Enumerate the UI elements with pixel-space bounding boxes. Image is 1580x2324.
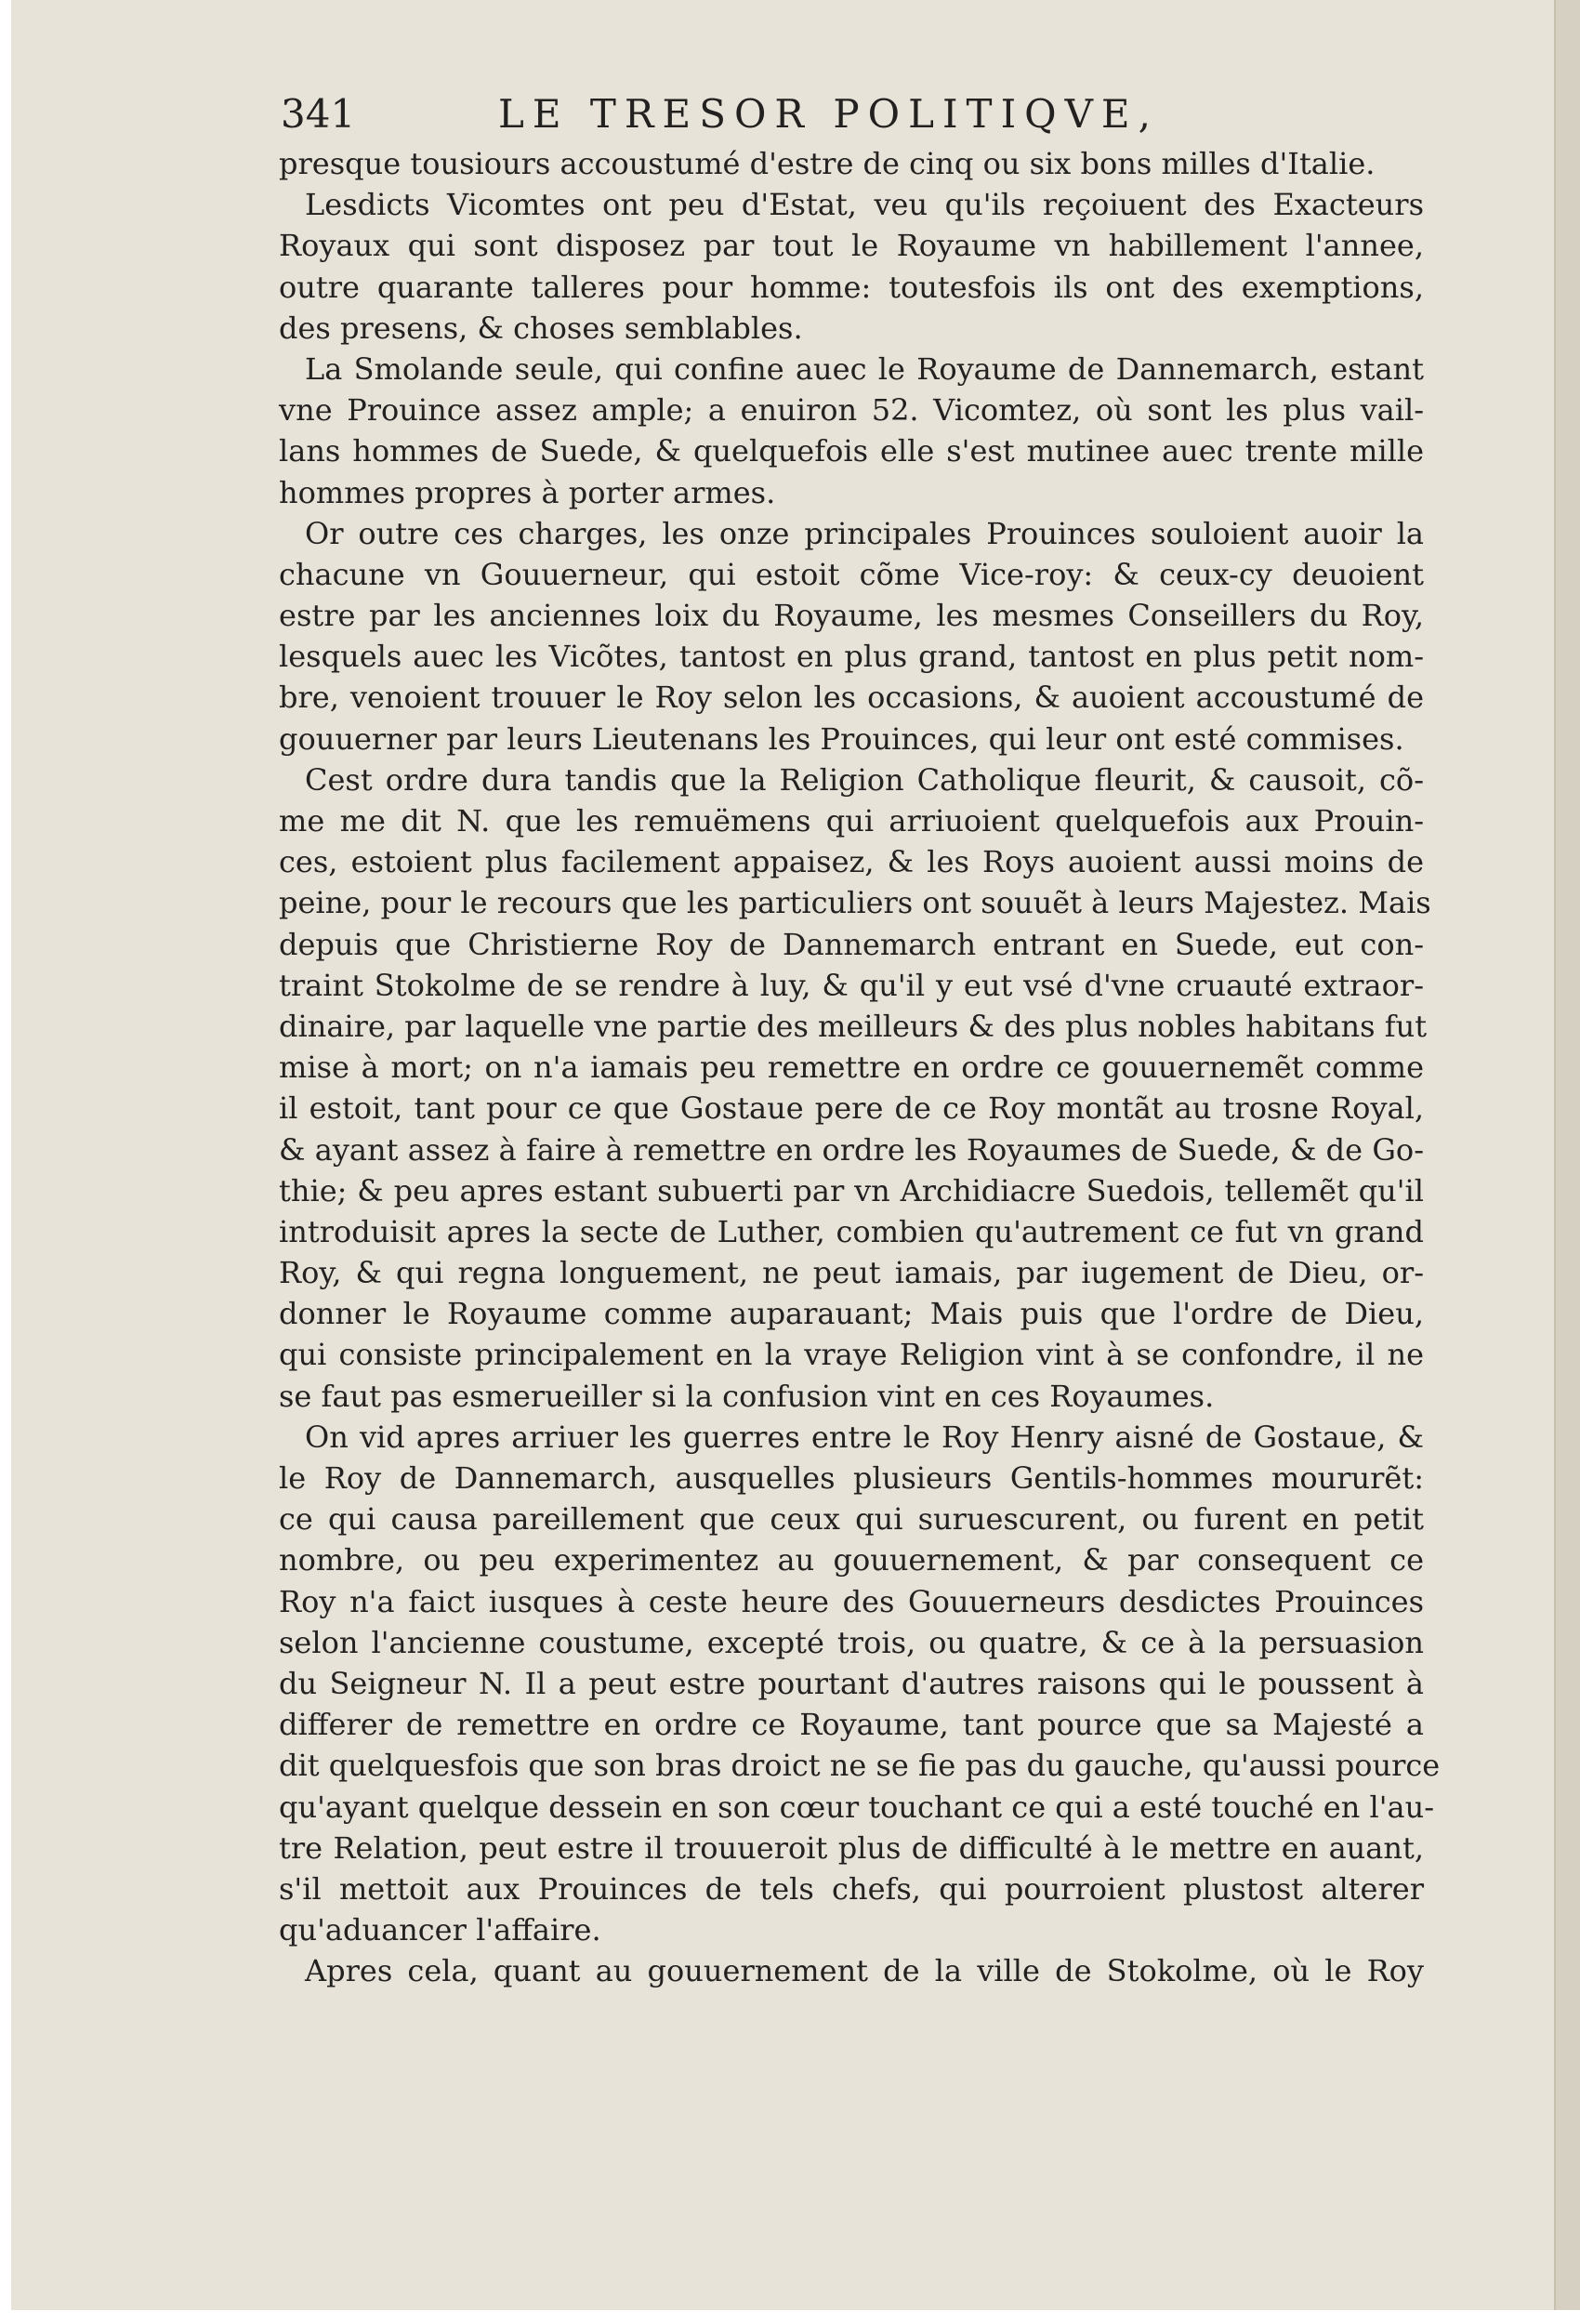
running-title: LE TRESOR POLITIQVE,	[498, 91, 1159, 137]
text-line: lesquels auec les Vicõtes, tantost en plus grand, tantost en plus petit nom-	[279, 639, 1424, 675]
text-line: qu'ayant quelque dessein en son cœur touchant ce qui a esté touché en l'au-	[279, 1789, 1434, 1825]
text-line: introduisit apres la secte de Luther, combien qu'autrement ce fut vn grand	[279, 1213, 1424, 1249]
page-header	[279, 86, 1424, 143]
text-line: s'il mettoit aux Prouinces de tels chefs, qui pourroient plustost alterer	[279, 1870, 1424, 1907]
text-line: Roy, & qui regna longuement, ne peut iamais, par iugement de Dieu, or-	[279, 1255, 1424, 1291]
text-line: thie; & peu apres estant subuerti par vn Archidiacre Suedois, tellemẽt qu'il	[279, 1172, 1424, 1208]
text-line: Cest ordre dura tandis que la Religion Catholique fleurit, & causoit, cõ-	[305, 761, 1424, 798]
text-line: donner le Royaume comme auparauant; Mais puis que l'ordre de Dieu,	[279, 1296, 1424, 1332]
page-number: 341	[281, 91, 356, 137]
text-line: differer de remettre en ordre ce Royaume, tant pource que sa Majesté a	[279, 1707, 1424, 1743]
text-line: Apres cela, quant au gouuernement de la ville de Stokolme, où le Roy	[305, 1953, 1424, 1989]
text-line: La Smolande seule, qui confine auec le Royaume de Dannemarch, estant	[305, 350, 1424, 387]
text-line: Roy n'a faict iusques à ceste heure des Gouuerneurs desdictes Prouinces	[279, 1583, 1424, 1619]
text-line: traint Stokolme de se rendre à luy, & qu'il y eut vsé d'vne cruauté extraor-	[279, 967, 1424, 1003]
text-line: mise à mort; on n'a iamais peu remettre en ordre ce gouuernemẽt comme	[279, 1050, 1424, 1086]
text-line: hommes propres à porter armes.	[279, 474, 776, 510]
text-line: gouuerner par leurs Lieutenans les Prouinces, qui leur ont esté commises.	[279, 720, 1404, 757]
text-line: du Seigneur N. Il a peut estre pourtant d'autres raisons qui le poussent à	[279, 1665, 1424, 1701]
text-line: le Roy de Dannemarch, ausquelles plusieurs Gentils-hommes moururẽt:	[279, 1460, 1424, 1496]
text-line: vne Prouince assez ample; a enuiron 52. Vicomtez, où sont les plus vail-	[279, 392, 1424, 429]
page-content	[279, 86, 1441, 1991]
text-line: outre quarante talleres pour homme: toutesfois ils ont des exemptions,	[279, 269, 1424, 305]
text-line: estre par les anciennes loix du Royaume, les mesmes Conseillers du Roy,	[279, 598, 1424, 634]
text-line: peine, pour le recours que les particuliers ont souuẽt à leurs Majestez. Mais	[279, 885, 1431, 921]
text-line: se faut pas esmerueiller si la confusion vint en ces Royaumes.	[279, 1378, 1215, 1414]
text-line: Or outre ces charges, les onze principales Prouinces souloient auoir la	[305, 515, 1424, 551]
text-line: des presens, & choses semblables.	[279, 310, 803, 346]
text-line: & ayant assez à faire à remettre en ordre les Royaumes de Suede, & de Go-	[279, 1131, 1424, 1168]
page-edge	[1554, 0, 1580, 2310]
text-line: lans hommes de Suede, & quelquefois elle s'est mutinee auec trente mille	[279, 433, 1424, 469]
text-line: Lesdicts Vicomtes ont peu d'Estat, veu qu'ils reçoiuent des Exacteurs	[305, 187, 1424, 223]
text-line: tre Relation, peut estre il trouueroit plus de difficulté à le mettre en auant,	[279, 1829, 1424, 1866]
text-line: dinaire, par laquelle vne partie des meilleurs & des plus nobles habitans fut	[279, 1008, 1428, 1044]
text-line: On vid apres arriuer les guerres entre le Roy Henry aisné de Gostaue, &	[305, 1419, 1424, 1455]
scanned-page	[11, 0, 1580, 2310]
text-line: il estoit, tant pour ce que Gostaue pere de ce Roy montãt au trosne Royal,	[279, 1090, 1424, 1127]
text-line: qui consiste principalement en la vraye Religion vint à se confondre, il ne	[279, 1337, 1424, 1373]
text-line: ce qui causa pareillement que ceux qui suruescurent, ou furent en petit	[279, 1501, 1424, 1538]
text-line: selon l'ancienne coustume, excepté trois, ou quatre, & ce à la persuasion	[279, 1624, 1424, 1660]
text-line: depuis que Christierne Roy de Dannemarch entrant en Suede, eut con-	[279, 926, 1424, 962]
text-line: presque tousiours accoustumé d'estre de cinq ou six bons milles d'Italie.	[279, 146, 1376, 181]
text-line: nombre, ou peu experimentez au gouuernement, & par consequent ce	[279, 1542, 1424, 1578]
text-line: dit quelquesfois que son bras droict ne se fie pas du gauche, qu'aussi pource	[279, 1748, 1441, 1784]
text-line: bre, venoient trouuer le Roy selon les occasions, & auoient accoustumé de	[279, 680, 1424, 716]
text-line: Royaux qui sont disposez par tout le Royaume vn habillement l'annee,	[279, 228, 1424, 264]
text-line: me me dit N. que les remuëmens qui arriuoient quelquefois aux Prouin-	[279, 803, 1424, 838]
text-line: ces, estoient plus facilement appaisez, & les Roys auoient aussi moins de	[279, 844, 1424, 880]
text-line: qu'aduancer l'affaire.	[279, 1912, 601, 1948]
body-text	[279, 143, 1441, 1991]
text-line: chacune vn Gouuerneur, qui estoit cõme Vice-roy: & ceux-cy deuoient	[279, 556, 1424, 592]
